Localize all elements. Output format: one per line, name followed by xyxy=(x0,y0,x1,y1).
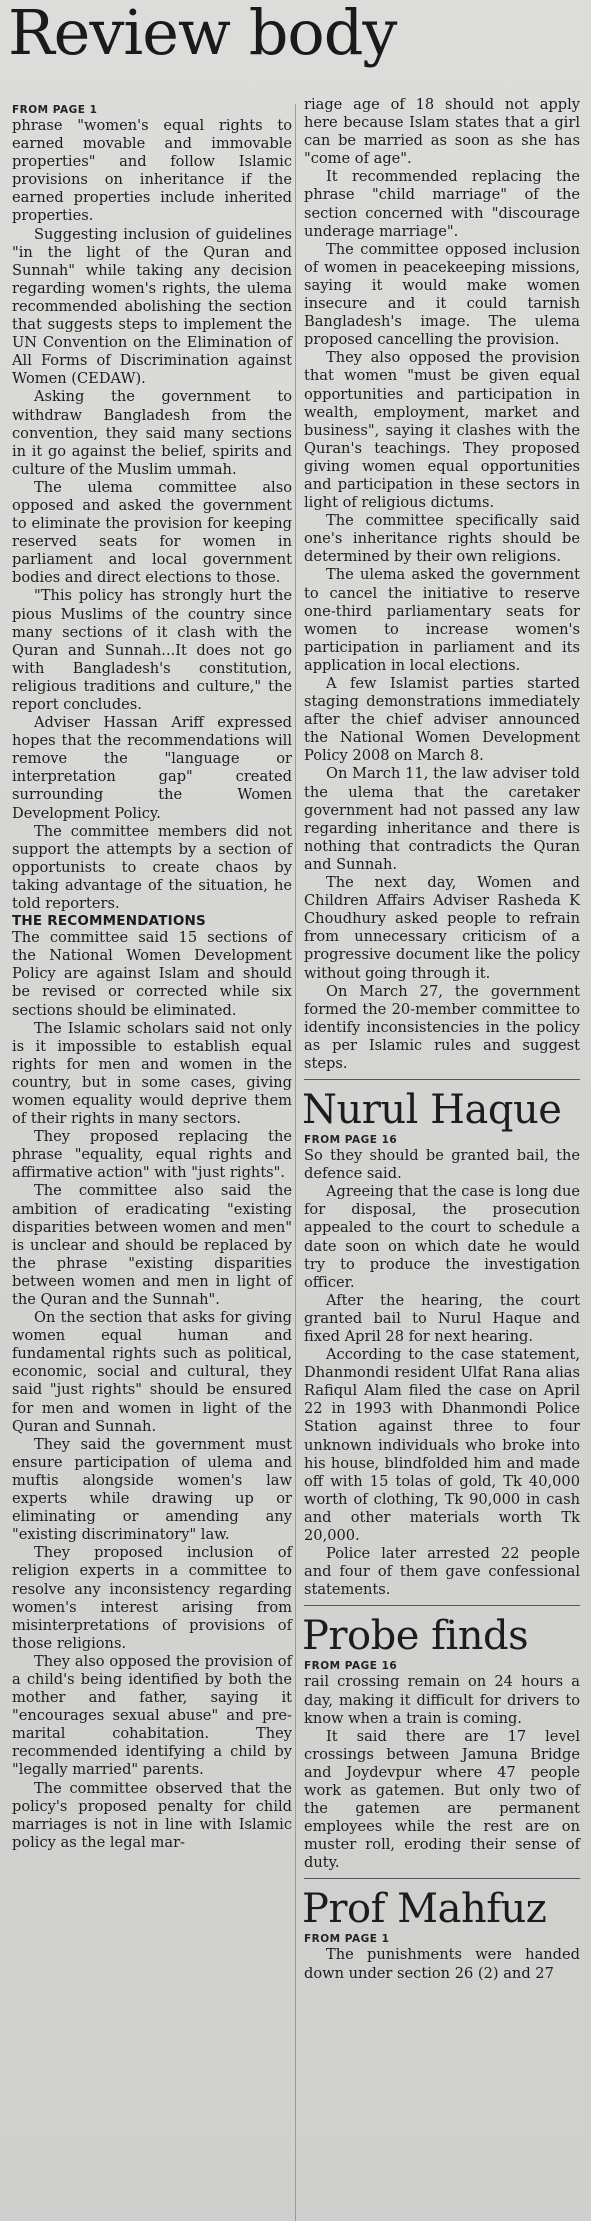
continued-from-label: FROM PAGE 16 xyxy=(304,1660,398,1673)
article-paragraph: The punishments were handed down under section 26 (2) and 27 xyxy=(304,1946,580,1982)
right-column xyxy=(304,96,580,1983)
article-paragraph: riage age of 18 should not apply here because Islam states that a girl can be married as soon as she has "come of age". xyxy=(304,96,580,168)
article-paragraph: The committee members did not support the attempts by a section of opportunists to create chaos by taking advantage of the situation, he told reporters. xyxy=(12,822,292,913)
article-paragraph: "This policy has strongly hurt the pious Muslims of the country since many sections of it clash with the Quran and Sunnah...It does not go with Bangladesh's constitution, religious traditions and culture," the report concludes. xyxy=(12,587,292,713)
article-paragraph: They also opposed the provision that women "must be given equal opportunities and participation in wealth, employment, market and business", saying it clashes with the Quran's teachings. They proposed giving women equal opportunities and participation in these sectors in light of religious dictums. xyxy=(304,349,580,512)
article-paragraph: Suggesting inclusion of guidelines "in the light of the Quran and Sunnah" while taking any decision regarding women's rights, the ulema recommended abolishing the section that suggests steps to implement the UN Convention on the Elimination of All Forms of Discrimination against Women (CEDAW). xyxy=(12,225,292,388)
article-paragraph: phrase "women's equal rights to earned movable and immovable properties" and follow Islamic provisions on inheritance if the earned properties include inherited properties. xyxy=(12,117,292,225)
article-paragraph: Asking the government to withdraw Bangladesh from the convention, they said many sections in it go against the belief, spirits and culture of the Muslim ummah. xyxy=(12,388,292,478)
section-subhead: THE RECOMMENDATIONS xyxy=(12,913,206,930)
continued-from-label: FROM PAGE 16 xyxy=(304,1134,398,1147)
article-paragraph: It recommended replacing the phrase "child marriage" of the section concerned with "discourage underage marriage". xyxy=(304,168,580,240)
headline: Review body xyxy=(8,0,397,69)
column-rule xyxy=(295,104,296,2221)
continued-from-label: FROM PAGE 1 xyxy=(12,104,98,116)
continued-from-label: FROM PAGE 1 xyxy=(304,1933,390,1946)
article-paragraph: The committee opposed inclusion of women in peacekeeping missions, saying it would make women insecure and it could tarnish Bangladesh's image. The ulema proposed cancelling the provision. xyxy=(304,240,580,349)
section-divider xyxy=(304,1878,580,1879)
article-paragraph: The committee specifically said one's inheritance rights should be determined by their own religions. xyxy=(304,512,580,566)
article-paragraph: Police later arrested 22 people and four of them gave confessional statements. xyxy=(304,1545,580,1599)
article-paragraph: The committee observed that the policy's proposed penalty for child marriages is not in line with Islamic policy as the legal mar- xyxy=(12,1779,292,1851)
article-paragraph: The ulema committee also opposed and asked the government to eliminate the provision for keeping reserved seats for women in parliament and local government bodies and direct elections to those. xyxy=(12,478,292,587)
left-column xyxy=(12,104,292,1852)
article-paragraph: The Islamic scholars said not only is it impossible to establish equal rights for men and women in the country, but in some cases, giving women equality would deprive them of their rights in many sectors. xyxy=(12,1019,292,1128)
section-divider xyxy=(304,1605,580,1606)
section-title: Probe finds xyxy=(302,1613,529,1660)
article-paragraph: On March 11, the law adviser told the ulema that the caretaker government had not passed any law regarding inheritance and there is nothing that contradicts the Quran and Sunnah. xyxy=(304,765,580,873)
article-paragraph: Adviser Hassan Ariff expressed hopes that the recommendations will remove the "language or interpretation gap" created surrounding the Women Development Policy. xyxy=(12,714,292,822)
article-paragraph: It said there are 17 level crossings between Jamuna Bridge and Joydevpur where 47 people work as gatemen. But only two of the gatemen are permanent employees while the rest are on muster roll, eroding their sense of duty. xyxy=(304,1727,580,1872)
article-paragraph: They also opposed the provision of a child's being identified by both the mother and father, saying it "encourages sexual abuse" and pre-marital cohabitation. They recommended identifying a child by "legally married" parents. xyxy=(12,1652,292,1779)
article-paragraph: The next day, Women and Children Affairs Adviser Rasheda K Choudhury asked people to refrain from unnecessary criticism of a progressive document like the policy without going through it. xyxy=(304,874,580,982)
article-paragraph: rail crossing remain on 24 hours a day, making it difficult for drivers to know when a train is coming. xyxy=(304,1673,580,1727)
article-paragraph: The committee said 15 sections of the National Women Development Policy are against Islam and should be revised or corrected while six sections should be eliminated. xyxy=(12,929,292,1019)
article-paragraph: The committee also said the ambition of eradicating "existing disparities between women and men" is unclear and should be replaced by the phrase "existing disparities between women and men in light of the Quran and the Sunnah". xyxy=(12,1182,292,1308)
article-paragraph: They proposed replacing the phrase "equality, equal rights and affirmative action" with "just rights". xyxy=(12,1128,292,1182)
article-paragraph: On the section that asks for giving women equal human and fundamental rights such as political, economic, social and cultural, they said "just rights" should be ensured for men and women in light of the Quran and Sunnah. xyxy=(12,1309,292,1435)
article-paragraph: They said the government must ensure participation of ulema and muftis alongside women's law experts while drawing up or eliminating or amending any "existing discriminatory" law. xyxy=(12,1435,292,1544)
article-paragraph: So they should be granted bail, the defence said. xyxy=(304,1147,580,1183)
article-paragraph: According to the case statement, Dhanmondi resident Ulfat Rana alias Rafiqul Alam filed the case on April 22 in 1993 with Dhanmondi Police Station against three to four unknown individuals who broke into his house, blindfolded him and made off with 15 tolas of gold, Tk 40,000 worth of clothing, Tk 90,000 in cash and other materials worth Tk 20,000. xyxy=(304,1346,580,1545)
article-paragraph: The ulema asked the government to cancel the initiative to reserve one-third parliamentary seats for women to increase women's participation in parliament and its application in local elections. xyxy=(304,566,580,674)
section-title: Prof Mahfuz xyxy=(302,1886,547,1933)
article-paragraph: After the hearing, the court granted bail to Nurul Haque and fixed April 28 for next hearing. xyxy=(304,1291,580,1345)
article-paragraph: They proposed inclusion of religion experts in a committee to resolve any inconsistency regarding women's interest arising from misinterpretations of provisions of those religions. xyxy=(12,1544,292,1652)
section-title: Nurul Haque xyxy=(302,1087,562,1134)
article-paragraph: On March 27, the government formed the 20-member committee to identify inconsistencies in the policy as per Islamic rules and suggest steps. xyxy=(304,982,580,1072)
article-paragraph: A few Islamist parties started staging demonstrations immediately after the chief adviser announced the National Women Development Policy 2008 on March 8. xyxy=(304,675,580,765)
section-divider xyxy=(304,1079,580,1080)
article-paragraph: Agreeing that the case is long due for disposal, the prosecution appealed to the court to schedule a date soon on which date he would try to produce the investigation officer. xyxy=(304,1183,580,1291)
